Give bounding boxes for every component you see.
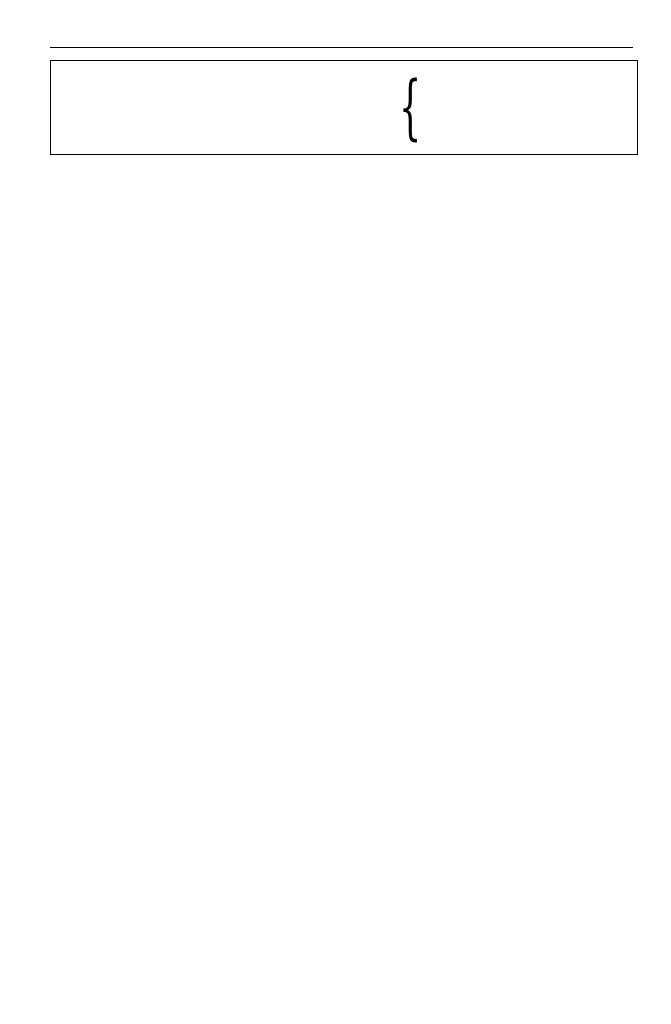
- question-4: [53, 583, 64, 596]
- question-3: [53, 443, 64, 456]
- question-1: [53, 163, 64, 176]
- question-5: [53, 723, 64, 736]
- question-6: [53, 862, 64, 875]
- left-brace-icon: {: [399, 66, 422, 148]
- header-divider: [50, 47, 633, 48]
- question-2: [53, 303, 64, 316]
- topic-box: [50, 60, 638, 155]
